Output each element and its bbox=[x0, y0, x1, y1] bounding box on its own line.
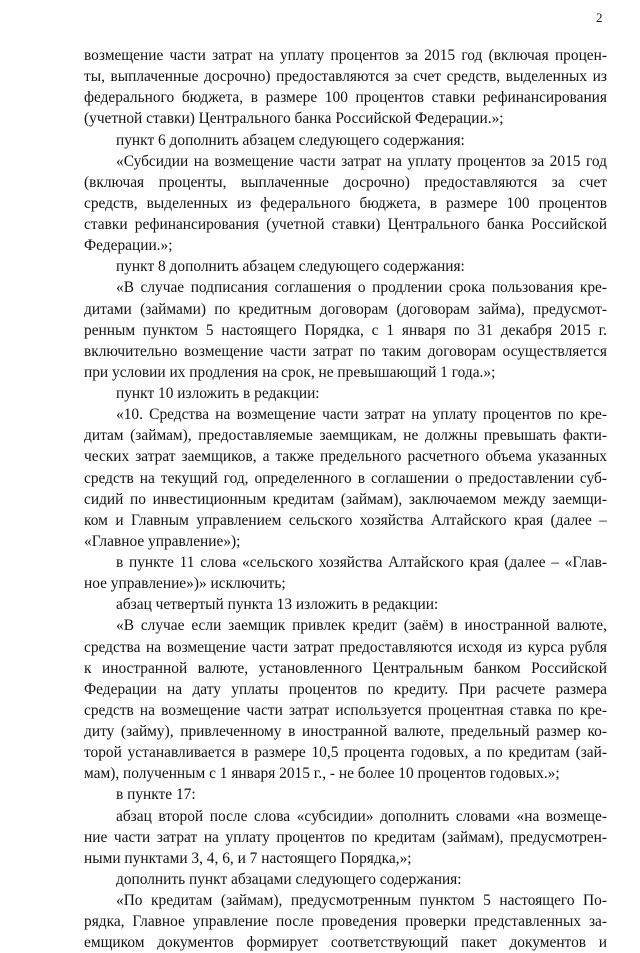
text-line: абзац второй после слова «субсидии» дополнить словами «на возмеще- bbox=[116, 807, 607, 825]
text-line: средств на текущий год, определенного в соглашении о предоставлении суб- bbox=[84, 469, 607, 487]
document-body bbox=[84, 45, 607, 953]
text-line: «В случае если заемщик привлек кредит (заём) в иностранной валюте, bbox=[116, 617, 607, 635]
text-line: в пункте 11 слова «сельского хозяйства Алтайского края (далее – «Глав- bbox=[116, 554, 607, 571]
text-line: ты, выплаченные досрочно) предоставляются за счет средств, выделенных из bbox=[84, 68, 607, 86]
text-line: емщиком документов формирует соответствующий пакет документов и bbox=[84, 934, 607, 952]
text-line: ное управление»)» исключить; bbox=[84, 575, 286, 593]
text-line: средств на возмещение части затрат используется процентная ставка по кре- bbox=[84, 701, 607, 719]
text-line: к иностранной валюте, установленного Центральным банком Российской bbox=[84, 659, 607, 677]
text-line: сидий по инвестиционным кредитам (займам), заключаемом между заемщи- bbox=[84, 490, 607, 508]
text-line: дитам (займам), предоставляемые заемщикам, не должны превышать факти- bbox=[84, 427, 607, 445]
text-line: пункт 10 изложить в редакции: bbox=[116, 385, 320, 402]
text-line: ческих затрат заемщиков, а также предельного расчетного объема указанных bbox=[84, 448, 607, 466]
text-line: (учетной ставки) Центрального банка Российской Федерации.»; bbox=[84, 110, 504, 128]
text-line: диту (займу), привлеченному в иностранной валюте, предельный размер ко- bbox=[84, 723, 607, 740]
text-line: возмещение части затрат на уплату процентов за 2015 год (включая процен- bbox=[84, 47, 607, 64]
text-line: ренным пунктом 5 настоящего Порядка, с 1 января по 31 декабря 2015 г. bbox=[84, 321, 607, 339]
text-line: пункт 6 дополнить абзацем следующего содержания: bbox=[116, 131, 465, 149]
text-line: «10. Средства на возмещение части затрат на уплату процентов по кре- bbox=[116, 406, 607, 424]
text-line: «В случае подписания соглашения о продлении срока пользования кре- bbox=[116, 279, 607, 297]
page-number: 2 bbox=[596, 10, 603, 25]
text-line: Федерации.»; bbox=[84, 237, 173, 255]
text-line: включительно возмещение части затрат по таким договорам осуществляется bbox=[84, 342, 607, 360]
text-line: дитами (займами) по кредитным договорам (договорам займа), предусмот- bbox=[84, 300, 607, 318]
text-line: «Субсидии на возмещение части затрат на уплату процентов за 2015 год bbox=[116, 152, 607, 170]
text-line: в пункте 17: bbox=[116, 786, 196, 804]
text-line: абзац четвертый пункта 13 изложить в редакции: bbox=[116, 596, 439, 614]
text-line: Федерации на дату уплаты процентов по кредиту. При расчете размера bbox=[84, 680, 607, 698]
text-line: федерального бюджета, в размере 100 процентов ставки рефинансирования bbox=[84, 89, 607, 107]
text-line: ком и Главным управлением сельского хозяйства Алтайского края (далее – bbox=[84, 511, 607, 529]
text-line: ние части затрат на уплату процентов по кредитам (займам), предусмотрен- bbox=[84, 828, 607, 846]
text-line: «Главное управление»); bbox=[84, 532, 241, 550]
text-line: мам), полученным с 1 января 2015 г., - не более 10 процентов годовых.»; bbox=[84, 765, 560, 783]
text-line: средства на возмещение части затрат предоставляются исходя из курса рубля bbox=[84, 638, 607, 656]
text-line: рядка, Главное управление после проведения проверки представленных за- bbox=[84, 913, 607, 931]
text-line: (включая проценты, выплаченные досрочно) предоставляются за счет bbox=[84, 173, 607, 191]
text-line: средств, выделенных из федерального бюджета, в размере 100 процентов bbox=[84, 194, 607, 212]
text-line: торой устанавливается в размере 10,5 процента годовых, а по кредитам (зай- bbox=[84, 744, 607, 762]
text-line: дополнить пункт абзацами следующего содержания: bbox=[116, 870, 462, 888]
text-line: при условии их продления на срок, не превышающий 1 года.»; bbox=[84, 363, 496, 381]
text-line: ными пунктами 3, 4, 6, и 7 настоящего Порядка,»; bbox=[84, 849, 412, 867]
text-line: «По кредитам (займам), предусмотренным пунктом 5 настоящего По- bbox=[116, 892, 607, 909]
text-line: ставки рефинансирования (учетной ставки) Центрального банка Российской bbox=[84, 216, 607, 233]
text-line: пункт 8 дополнить абзацем следующего содержания: bbox=[116, 258, 465, 276]
